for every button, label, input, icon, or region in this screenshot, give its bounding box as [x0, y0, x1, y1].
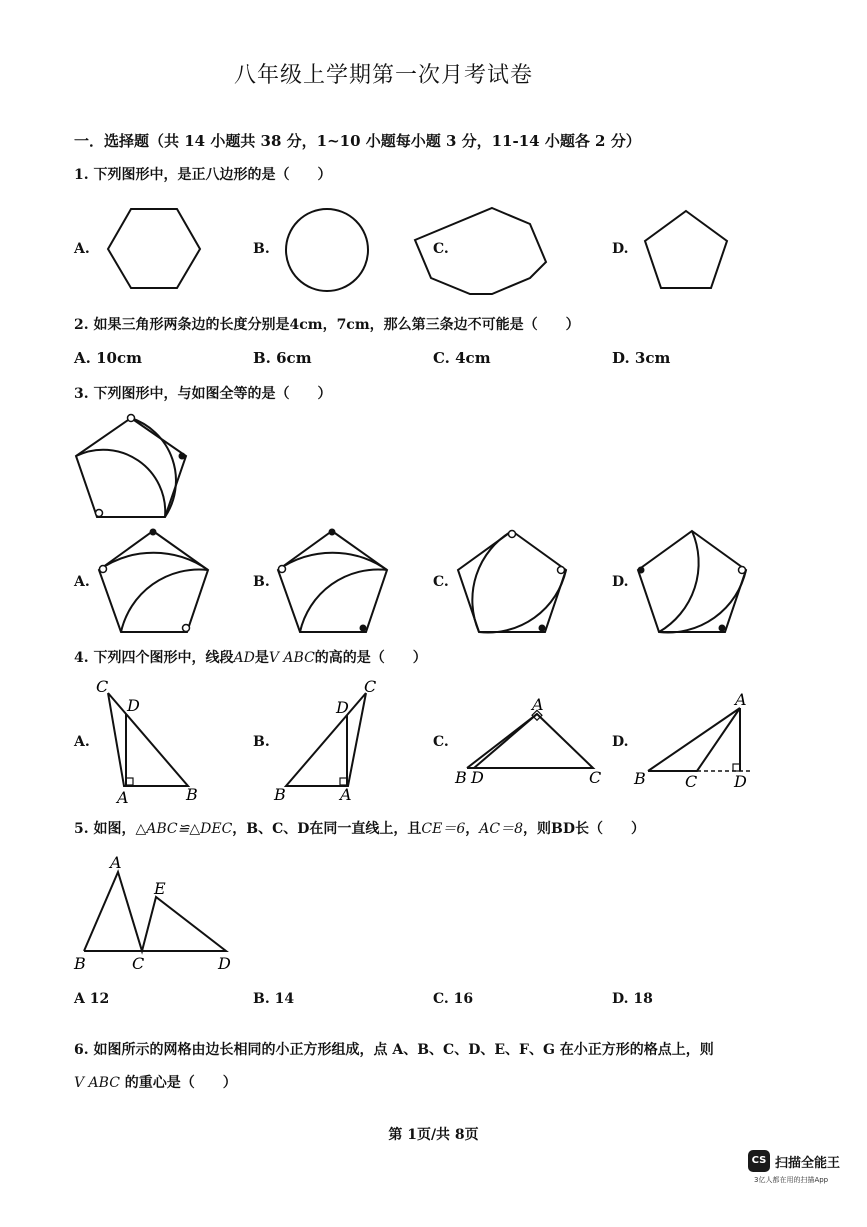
q4d-label-c: C — [685, 772, 698, 791]
q4-stem-pre: 4. 下列四个图形中，线段 — [74, 650, 234, 666]
q4b-label-d: D — [336, 698, 349, 717]
q4-stem-ad: AD — [233, 650, 255, 666]
q4c-label-a: A — [532, 695, 544, 714]
q4-stem-triangle: V ABC — [268, 650, 315, 666]
q5-stem-post: ，则BD长（ ） — [523, 821, 645, 837]
watermark-subtitle: 3亿人都在用的扫描App — [754, 1176, 829, 1184]
q5-option-b: B. 14 — [253, 991, 295, 1007]
q4d-label-b: B — [634, 769, 646, 788]
q4d-label-d: D — [734, 772, 747, 791]
q5-label-a: A — [110, 853, 122, 872]
question-3-stem: 3. 下列图形中，与如图全等的是（ ） — [74, 386, 332, 402]
q4c-label-c: C — [589, 768, 602, 787]
q5-option-c: C. 16 — [433, 991, 474, 1007]
q3-option-a-label: A. — [74, 574, 90, 590]
q4a-label-a: A — [117, 788, 129, 807]
question-1-stem: 1. 下列图形中，是正八边形的是（ ） — [74, 167, 332, 183]
page-title: 八年级上学期第一次月考试卷 — [233, 63, 533, 88]
q2-option-b: B. 6cm — [253, 349, 312, 367]
q5-stem-pre: 5. 如图， — [74, 821, 136, 837]
q5-label-c: C — [132, 954, 145, 973]
question-2-stem: 2. 如果三角形两条边的长度分别是4cm，7cm，那么第三条边不可能是（ ） — [74, 317, 580, 333]
page-footer: 第 1页/共 8页 — [388, 1127, 479, 1143]
q5-label-b: B — [74, 954, 86, 973]
q5-option-d: D. 18 — [612, 991, 653, 1007]
q3-option-d-label: D. — [612, 574, 629, 590]
q5-stem-mid: ，B、C、D在同一直线上，且 — [232, 821, 422, 837]
q4-stem-mid: 是 — [254, 650, 269, 666]
q4a-label-b: B — [186, 785, 198, 804]
camscanner-logo-icon: CS — [748, 1150, 770, 1172]
q5-label-d: D — [218, 954, 231, 973]
question-6-stem-line1: 6. 如图所示的网格由边长相同的小正方形组成，点 A、B、C、D、E、F、G 在小正方形的格点上，则 — [74, 1042, 714, 1058]
q1-option-b-label: B. — [253, 241, 270, 257]
q1-option-d-label: D. — [612, 241, 629, 257]
q2-option-c: C. 4cm — [433, 349, 491, 367]
q4b-label-c: C — [364, 677, 377, 696]
q5-option-a: A 12 — [74, 991, 110, 1007]
q4b-label-b: B — [274, 785, 286, 804]
q4-option-d-label: D. — [612, 734, 629, 750]
q5-stem-congruence: △ABC≌△DEC — [135, 821, 233, 837]
q4b-label-a: A — [340, 785, 352, 804]
q4c-label-b: B — [455, 768, 467, 787]
section-heading: 一．选择题（共 14 小题共 38 分，1~10 小题每小题 3 分，11-14 小题各 2 分） — [74, 132, 641, 150]
q3-option-c-label: C. — [433, 574, 449, 590]
q2-option-d: D. 3cm — [612, 349, 671, 367]
q5-label-e: E — [154, 879, 166, 898]
q6-stem-post: 的重心是（ ） — [119, 1075, 237, 1091]
q4-option-a-label: A. — [74, 734, 90, 750]
q5-stem-ac: AC＝8 — [479, 821, 523, 837]
q4d-label-a: A — [735, 690, 747, 709]
q4-stem-post: 的高的是（ ） — [314, 650, 427, 666]
q3-option-b-label: B. — [253, 574, 270, 590]
q4a-label-d: D — [127, 696, 140, 715]
q6-stem-triangle: V ABC — [74, 1075, 120, 1091]
q5-stem-ce: CE＝6 — [421, 821, 466, 837]
watermark-brand: 扫描全能王 — [775, 1156, 841, 1171]
q4c-label-d: D — [471, 768, 484, 787]
q5-stem-sep: ， — [465, 821, 480, 837]
question-6-stem-line2 — [74, 1072, 237, 1092]
q1-option-a-label: A. — [74, 241, 90, 257]
q4-option-c-label: C. — [433, 734, 449, 750]
q4-option-b-label: B. — [253, 734, 270, 750]
q4a-label-c: C — [96, 677, 109, 696]
q1-option-c-label: C. — [433, 241, 449, 257]
q2-option-a: A. 10cm — [74, 349, 142, 367]
